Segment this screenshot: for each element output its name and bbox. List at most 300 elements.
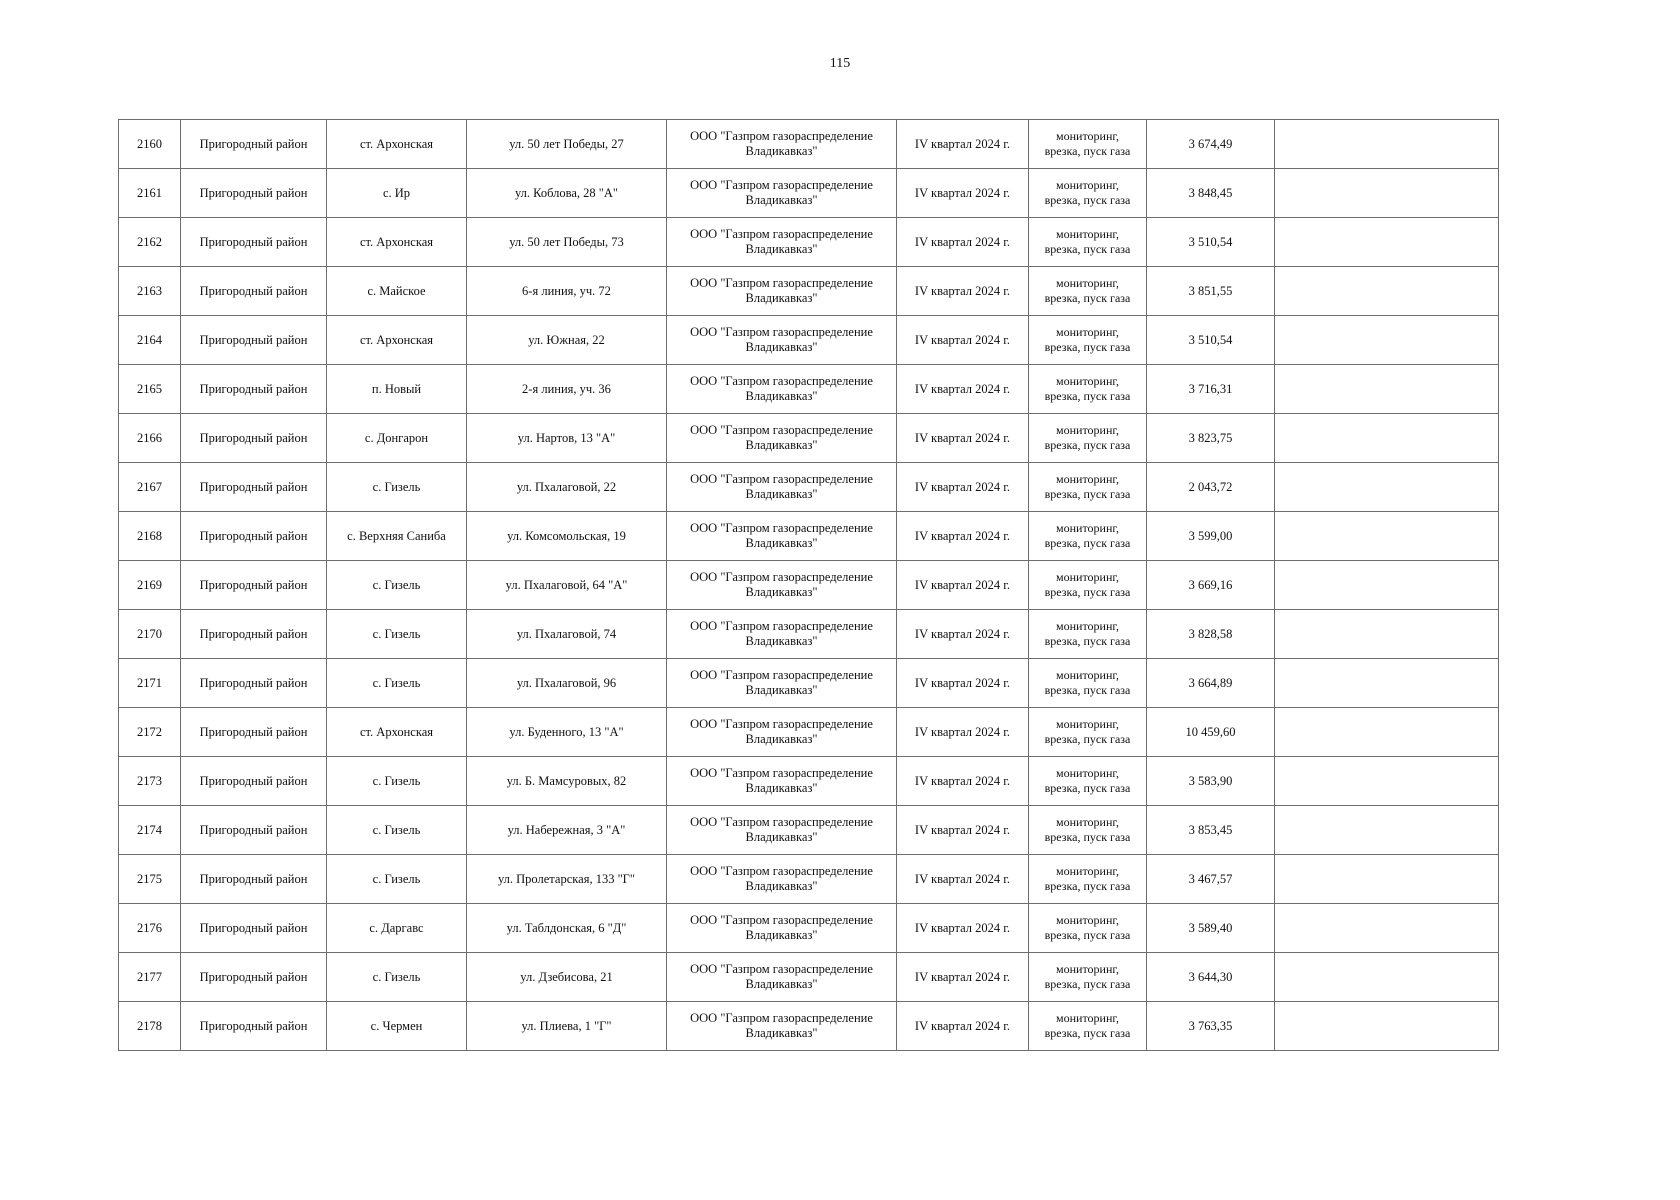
cell-organization-text: Владикавказ" bbox=[745, 879, 818, 893]
table-row bbox=[119, 365, 1499, 414]
cell-district-text: Пригородный район bbox=[199, 528, 308, 543]
cell-amount bbox=[1147, 365, 1275, 414]
table-row bbox=[119, 267, 1499, 316]
cell-work-type bbox=[1029, 267, 1147, 316]
cell-settlement bbox=[327, 463, 467, 512]
cell-amount bbox=[1147, 414, 1275, 463]
cell-period-text: IV квартал 2024 г. bbox=[914, 381, 1011, 396]
cell-empty bbox=[1275, 1002, 1499, 1051]
cell-address-text: ул. Б. Мамсуровых, 82 bbox=[506, 773, 627, 788]
cell-district-text: Пригородный район bbox=[199, 773, 308, 788]
cell-work-type-text: мониторинг, bbox=[1056, 668, 1119, 682]
cell-settlement bbox=[327, 512, 467, 561]
cell-organization bbox=[667, 757, 897, 806]
cell-work-type-text: мониторинг, bbox=[1056, 717, 1119, 731]
cell-amount-text: 3 848,45 bbox=[1188, 185, 1233, 200]
cell-work-type bbox=[1029, 757, 1147, 806]
cell-district-text: Пригородный район bbox=[199, 724, 308, 739]
cell-period bbox=[897, 708, 1029, 757]
cell-number bbox=[119, 708, 181, 757]
cell-period bbox=[897, 904, 1029, 953]
cell-empty bbox=[1275, 463, 1499, 512]
cell-address-text: ул. 50 лет Победы, 27 bbox=[509, 136, 624, 151]
cell-settlement bbox=[327, 316, 467, 365]
cell-amount-text: 3 589,40 bbox=[1188, 920, 1233, 935]
cell-period-text: IV квартал 2024 г. bbox=[914, 675, 1011, 690]
cell-number-text: 2171 bbox=[137, 675, 162, 690]
cell-work-type-text: врезка, пуск газа bbox=[1044, 585, 1131, 599]
cell-settlement-text: с. Гизель bbox=[372, 675, 421, 690]
cell-organization-text: ООО "Газпром газораспределение bbox=[690, 521, 873, 535]
cell-address bbox=[467, 120, 667, 169]
cell-empty bbox=[1275, 414, 1499, 463]
cell-period-text: IV квартал 2024 г. bbox=[914, 626, 1011, 641]
cell-organization bbox=[667, 855, 897, 904]
cell-organization bbox=[667, 904, 897, 953]
cell-number bbox=[119, 610, 181, 659]
cell-work-type-text: мониторинг, bbox=[1056, 276, 1119, 290]
cell-organization-text: Владикавказ" bbox=[745, 193, 818, 207]
cell-organization-text: ООО "Газпром газораспределение bbox=[690, 619, 873, 633]
cell-period-text: IV квартал 2024 г. bbox=[914, 234, 1011, 249]
cell-amount-text: 3 644,30 bbox=[1188, 969, 1233, 984]
cell-organization bbox=[667, 365, 897, 414]
cell-settlement-text: с. Гизель bbox=[372, 822, 421, 837]
cell-organization-text: ООО "Газпром газораспределение bbox=[690, 472, 873, 486]
cell-organization bbox=[667, 610, 897, 659]
cell-district bbox=[181, 316, 327, 365]
cell-number bbox=[119, 365, 181, 414]
cell-empty bbox=[1275, 757, 1499, 806]
cell-empty bbox=[1275, 218, 1499, 267]
cell-amount-text: 3 674,49 bbox=[1188, 136, 1233, 151]
cell-empty bbox=[1275, 904, 1499, 953]
gasification-table bbox=[118, 119, 1499, 1051]
cell-work-type bbox=[1029, 904, 1147, 953]
cell-settlement bbox=[327, 561, 467, 610]
cell-organization-text: ООО "Газпром газораспределение bbox=[690, 766, 873, 780]
cell-period-text: IV квартал 2024 г. bbox=[914, 1018, 1011, 1033]
cell-district-text: Пригородный район bbox=[199, 675, 308, 690]
cell-number-text: 2173 bbox=[137, 773, 162, 788]
cell-period-text: IV квартал 2024 г. bbox=[914, 430, 1011, 445]
table-body bbox=[119, 120, 1499, 1051]
cell-amount-text: 10 459,60 bbox=[1185, 724, 1236, 739]
cell-amount-text: 3 828,58 bbox=[1188, 626, 1233, 641]
cell-amount bbox=[1147, 561, 1275, 610]
cell-work-type-text: мониторинг, bbox=[1056, 374, 1119, 388]
cell-district bbox=[181, 1002, 327, 1051]
cell-district-text: Пригородный район bbox=[199, 969, 308, 984]
table-row bbox=[119, 414, 1499, 463]
cell-period bbox=[897, 463, 1029, 512]
cell-empty bbox=[1275, 365, 1499, 414]
cell-amount bbox=[1147, 267, 1275, 316]
cell-work-type bbox=[1029, 659, 1147, 708]
cell-settlement bbox=[327, 267, 467, 316]
cell-work-type-text: мониторинг, bbox=[1056, 472, 1119, 486]
cell-work-type bbox=[1029, 855, 1147, 904]
table-row bbox=[119, 757, 1499, 806]
cell-organization bbox=[667, 1002, 897, 1051]
cell-period-text: IV квартал 2024 г. bbox=[914, 871, 1011, 886]
cell-work-type-text: мониторинг, bbox=[1056, 1011, 1119, 1025]
cell-number-text: 2175 bbox=[137, 871, 162, 886]
cell-organization-text: ООО "Газпром газораспределение bbox=[690, 570, 873, 584]
cell-address-text: ул. Пролетарская, 133 "Г" bbox=[497, 871, 636, 886]
cell-period-text: IV квартал 2024 г. bbox=[914, 185, 1011, 200]
cell-organization-text: Владикавказ" bbox=[745, 242, 818, 256]
cell-address-text: ул. Таблдонская, 6 "Д" bbox=[506, 920, 627, 935]
cell-amount bbox=[1147, 855, 1275, 904]
cell-empty bbox=[1275, 169, 1499, 218]
cell-period bbox=[897, 953, 1029, 1002]
cell-settlement bbox=[327, 218, 467, 267]
cell-address bbox=[467, 561, 667, 610]
cell-work-type-text: мониторинг, bbox=[1056, 570, 1119, 584]
cell-settlement-text: с. Гизель bbox=[372, 871, 421, 886]
cell-number bbox=[119, 169, 181, 218]
cell-settlement-text: с. Чермен bbox=[370, 1018, 423, 1033]
cell-work-type bbox=[1029, 561, 1147, 610]
table-row bbox=[119, 169, 1499, 218]
cell-address-text: ул. Комсомольская, 19 bbox=[507, 528, 626, 543]
cell-organization-text: Владикавказ" bbox=[745, 438, 818, 452]
cell-address bbox=[467, 218, 667, 267]
cell-settlement bbox=[327, 169, 467, 218]
cell-work-type-text: врезка, пуск газа bbox=[1044, 389, 1131, 403]
cell-empty bbox=[1275, 610, 1499, 659]
cell-district bbox=[181, 659, 327, 708]
cell-work-type-text: мониторинг, bbox=[1056, 423, 1119, 437]
cell-district-text: Пригородный район bbox=[199, 1018, 308, 1033]
cell-organization-text: ООО "Газпром газораспределение bbox=[690, 129, 873, 143]
cell-work-type-text: мониторинг, bbox=[1056, 619, 1119, 633]
cell-organization-text: ООО "Газпром газораспределение bbox=[690, 815, 873, 829]
cell-settlement bbox=[327, 1002, 467, 1051]
cell-organization bbox=[667, 120, 897, 169]
cell-number-text: 2161 bbox=[137, 185, 162, 200]
cell-period bbox=[897, 659, 1029, 708]
cell-district-text: Пригородный район bbox=[199, 577, 308, 592]
cell-address bbox=[467, 1002, 667, 1051]
table-row bbox=[119, 561, 1499, 610]
table-row bbox=[119, 904, 1499, 953]
cell-number bbox=[119, 414, 181, 463]
cell-empty bbox=[1275, 267, 1499, 316]
cell-number bbox=[119, 1002, 181, 1051]
cell-organization bbox=[667, 169, 897, 218]
cell-district bbox=[181, 708, 327, 757]
cell-amount-text: 3 851,55 bbox=[1188, 283, 1233, 298]
cell-settlement bbox=[327, 757, 467, 806]
cell-number-text: 2162 bbox=[137, 234, 162, 249]
table-row bbox=[119, 855, 1499, 904]
cell-number-text: 2178 bbox=[137, 1018, 162, 1033]
cell-period bbox=[897, 610, 1029, 659]
cell-organization-text: ООО "Газпром газораспределение bbox=[690, 325, 873, 339]
cell-settlement-text: ст. Архонская bbox=[359, 332, 434, 347]
cell-organization-text: Владикавказ" bbox=[745, 830, 818, 844]
cell-period bbox=[897, 855, 1029, 904]
cell-empty bbox=[1275, 120, 1499, 169]
cell-number bbox=[119, 512, 181, 561]
cell-settlement bbox=[327, 414, 467, 463]
cell-organization-text: ООО "Газпром газораспределение bbox=[690, 962, 873, 976]
cell-amount-text: 3 510,54 bbox=[1188, 234, 1233, 249]
cell-settlement-text: с. Гизель bbox=[372, 577, 421, 592]
cell-organization-text: Владикавказ" bbox=[745, 389, 818, 403]
cell-work-type-text: врезка, пуск газа bbox=[1044, 977, 1131, 991]
cell-work-type bbox=[1029, 316, 1147, 365]
cell-number-text: 2168 bbox=[137, 528, 162, 543]
cell-address bbox=[467, 365, 667, 414]
table-row bbox=[119, 610, 1499, 659]
cell-empty bbox=[1275, 953, 1499, 1002]
table-row bbox=[119, 1002, 1499, 1051]
cell-period bbox=[897, 365, 1029, 414]
cell-district-text: Пригородный район bbox=[199, 920, 308, 935]
cell-amount bbox=[1147, 659, 1275, 708]
cell-work-type-text: врезка, пуск газа bbox=[1044, 928, 1131, 942]
cell-period-text: IV квартал 2024 г. bbox=[914, 577, 1011, 592]
cell-organization bbox=[667, 806, 897, 855]
cell-number bbox=[119, 659, 181, 708]
cell-district-text: Пригородный район bbox=[199, 234, 308, 249]
cell-organization-text: Владикавказ" bbox=[745, 487, 818, 501]
cell-period-text: IV квартал 2024 г. bbox=[914, 528, 1011, 543]
cell-settlement bbox=[327, 708, 467, 757]
cell-number-text: 2177 bbox=[137, 969, 162, 984]
table-row bbox=[119, 953, 1499, 1002]
cell-work-type-text: врезка, пуск газа bbox=[1044, 340, 1131, 354]
table-row bbox=[119, 463, 1499, 512]
cell-amount-text: 3 664,89 bbox=[1188, 675, 1233, 690]
cell-number-text: 2174 bbox=[137, 822, 162, 837]
cell-number-text: 2160 bbox=[137, 136, 162, 151]
cell-number-text: 2169 bbox=[137, 577, 162, 592]
document-table-wrapper bbox=[118, 119, 1499, 1051]
cell-address bbox=[467, 757, 667, 806]
cell-address bbox=[467, 855, 667, 904]
table-row bbox=[119, 512, 1499, 561]
cell-address-text: ул. 50 лет Победы, 73 bbox=[509, 234, 624, 249]
cell-number-text: 2163 bbox=[137, 283, 162, 298]
cell-address bbox=[467, 659, 667, 708]
cell-period-text: IV квартал 2024 г. bbox=[914, 920, 1011, 935]
cell-settlement-text: ст. Архонская bbox=[359, 136, 434, 151]
cell-district bbox=[181, 169, 327, 218]
cell-settlement bbox=[327, 953, 467, 1002]
cell-district bbox=[181, 904, 327, 953]
cell-organization-text: ООО "Газпром газораспределение bbox=[690, 1011, 873, 1025]
cell-settlement-text: с. Даргавс bbox=[369, 920, 424, 935]
cell-organization-text: ООО "Газпром газораспределение bbox=[690, 374, 873, 388]
cell-empty bbox=[1275, 806, 1499, 855]
cell-work-type-text: мониторинг, bbox=[1056, 178, 1119, 192]
cell-district bbox=[181, 463, 327, 512]
cell-number bbox=[119, 855, 181, 904]
cell-district-text: Пригородный район bbox=[199, 283, 308, 298]
cell-organization bbox=[667, 267, 897, 316]
cell-work-type-text: врезка, пуск газа bbox=[1044, 634, 1131, 648]
cell-work-type-text: врезка, пуск газа bbox=[1044, 830, 1131, 844]
cell-work-type-text: мониторинг, bbox=[1056, 864, 1119, 878]
cell-work-type bbox=[1029, 414, 1147, 463]
cell-organization-text: Владикавказ" bbox=[745, 781, 818, 795]
cell-empty bbox=[1275, 512, 1499, 561]
cell-settlement bbox=[327, 904, 467, 953]
cell-amount bbox=[1147, 610, 1275, 659]
cell-district bbox=[181, 267, 327, 316]
cell-amount-text: 3 763,35 bbox=[1188, 1018, 1233, 1033]
cell-number-text: 2176 bbox=[137, 920, 162, 935]
cell-period-text: IV квартал 2024 г. bbox=[914, 332, 1011, 347]
cell-work-type-text: мониторинг, bbox=[1056, 521, 1119, 535]
cell-district-text: Пригородный район bbox=[199, 822, 308, 837]
cell-number-text: 2167 bbox=[137, 479, 162, 494]
cell-work-type-text: врезка, пуск газа bbox=[1044, 193, 1131, 207]
cell-address-text: ул. Буденного, 13 "А" bbox=[509, 724, 624, 739]
cell-organization-text: Владикавказ" bbox=[745, 928, 818, 942]
cell-organization-text: Владикавказ" bbox=[745, 340, 818, 354]
table-row bbox=[119, 218, 1499, 267]
cell-organization-text: ООО "Газпром газораспределение bbox=[690, 276, 873, 290]
cell-address-text: ул. Коблова, 28 "А" bbox=[514, 185, 619, 200]
cell-address bbox=[467, 610, 667, 659]
cell-organization-text: ООО "Газпром газораспределение bbox=[690, 423, 873, 437]
cell-district-text: Пригородный район bbox=[199, 479, 308, 494]
cell-number bbox=[119, 806, 181, 855]
cell-amount bbox=[1147, 120, 1275, 169]
cell-empty bbox=[1275, 659, 1499, 708]
cell-work-type bbox=[1029, 1002, 1147, 1051]
cell-work-type bbox=[1029, 806, 1147, 855]
cell-amount-text: 2 043,72 bbox=[1188, 479, 1233, 494]
cell-work-type bbox=[1029, 512, 1147, 561]
cell-number-text: 2165 bbox=[137, 381, 162, 396]
cell-district-text: Пригородный район bbox=[199, 626, 308, 641]
cell-work-type bbox=[1029, 610, 1147, 659]
cell-settlement bbox=[327, 855, 467, 904]
cell-work-type-text: врезка, пуск газа bbox=[1044, 291, 1131, 305]
cell-work-type-text: врезка, пуск газа bbox=[1044, 732, 1131, 746]
cell-address bbox=[467, 806, 667, 855]
cell-period bbox=[897, 806, 1029, 855]
cell-work-type-text: мониторинг, bbox=[1056, 325, 1119, 339]
cell-district bbox=[181, 953, 327, 1002]
cell-organization bbox=[667, 218, 897, 267]
cell-organization bbox=[667, 463, 897, 512]
cell-period bbox=[897, 757, 1029, 806]
cell-number-text: 2170 bbox=[137, 626, 162, 641]
cell-organization bbox=[667, 414, 897, 463]
cell-district-text: Пригородный район bbox=[199, 430, 308, 445]
cell-settlement-text: с. Ир bbox=[382, 185, 411, 200]
cell-settlement-text: с. Донгарон bbox=[364, 430, 429, 445]
cell-work-type bbox=[1029, 463, 1147, 512]
cell-amount bbox=[1147, 463, 1275, 512]
cell-district-text: Пригородный район bbox=[199, 871, 308, 886]
cell-period bbox=[897, 267, 1029, 316]
cell-address bbox=[467, 316, 667, 365]
cell-amount bbox=[1147, 953, 1275, 1002]
cell-work-type-text: врезка, пуск газа bbox=[1044, 438, 1131, 452]
cell-work-type-text: врезка, пуск газа bbox=[1044, 879, 1131, 893]
cell-empty bbox=[1275, 316, 1499, 365]
cell-organization-text: ООО "Газпром газораспределение bbox=[690, 913, 873, 927]
cell-work-type bbox=[1029, 218, 1147, 267]
cell-period bbox=[897, 120, 1029, 169]
cell-work-type-text: врезка, пуск газа bbox=[1044, 536, 1131, 550]
cell-number bbox=[119, 953, 181, 1002]
cell-settlement bbox=[327, 365, 467, 414]
cell-work-type-text: врезка, пуск газа bbox=[1044, 781, 1131, 795]
cell-number bbox=[119, 316, 181, 365]
cell-address-text: ул. Пхалаговой, 74 bbox=[516, 626, 617, 641]
cell-number bbox=[119, 904, 181, 953]
cell-district bbox=[181, 512, 327, 561]
cell-number bbox=[119, 463, 181, 512]
cell-work-type bbox=[1029, 169, 1147, 218]
cell-work-type-text: врезка, пуск газа bbox=[1044, 144, 1131, 158]
cell-organization-text: ООО "Газпром газораспределение bbox=[690, 864, 873, 878]
cell-address-text: ул. Южная, 22 bbox=[528, 332, 605, 347]
cell-settlement-text: с. Верхняя Саниба bbox=[347, 528, 446, 543]
cell-settlement-text: с. Гизель bbox=[372, 479, 421, 494]
cell-address-text: ул. Нартов, 13 "А" bbox=[517, 430, 616, 445]
cell-period-text: IV квартал 2024 г. bbox=[914, 969, 1011, 984]
cell-period-text: IV квартал 2024 г. bbox=[914, 773, 1011, 788]
cell-organization bbox=[667, 561, 897, 610]
cell-amount-text: 3 823,75 bbox=[1188, 430, 1233, 445]
cell-amount bbox=[1147, 708, 1275, 757]
page-number: 115 bbox=[829, 56, 851, 71]
cell-organization-text: Владикавказ" bbox=[745, 977, 818, 991]
cell-period-text: IV квартал 2024 г. bbox=[914, 136, 1011, 151]
cell-amount-text: 3 510,54 bbox=[1188, 332, 1233, 347]
cell-organization-text: Владикавказ" bbox=[745, 585, 818, 599]
cell-district bbox=[181, 414, 327, 463]
cell-district bbox=[181, 218, 327, 267]
cell-number bbox=[119, 561, 181, 610]
cell-amount-text: 3 599,00 bbox=[1188, 528, 1233, 543]
cell-organization-text: Владикавказ" bbox=[745, 536, 818, 550]
cell-address bbox=[467, 169, 667, 218]
cell-amount-text: 3 583,90 bbox=[1188, 773, 1233, 788]
cell-period-text: IV квартал 2024 г. bbox=[914, 822, 1011, 837]
cell-settlement-text: ст. Архонская bbox=[359, 724, 434, 739]
cell-organization bbox=[667, 953, 897, 1002]
cell-amount-text: 3 467,57 bbox=[1188, 871, 1233, 886]
cell-settlement-text: п. Новый bbox=[371, 381, 422, 396]
cell-amount-text: 3 716,31 bbox=[1188, 381, 1233, 396]
cell-work-type bbox=[1029, 365, 1147, 414]
cell-address-text: ул. Пхалаговой, 96 bbox=[516, 675, 617, 690]
cell-address bbox=[467, 953, 667, 1002]
cell-organization-text: Владикавказ" bbox=[745, 732, 818, 746]
cell-work-type-text: врезка, пуск газа bbox=[1044, 242, 1131, 256]
cell-settlement bbox=[327, 659, 467, 708]
cell-address-text: ул. Набережная, 3 "А" bbox=[507, 822, 626, 837]
cell-settlement-text: с. Майское bbox=[367, 283, 426, 298]
cell-district bbox=[181, 806, 327, 855]
cell-empty bbox=[1275, 708, 1499, 757]
cell-work-type-text: мониторинг, bbox=[1056, 815, 1119, 829]
cell-period bbox=[897, 561, 1029, 610]
cell-amount bbox=[1147, 806, 1275, 855]
cell-district bbox=[181, 561, 327, 610]
